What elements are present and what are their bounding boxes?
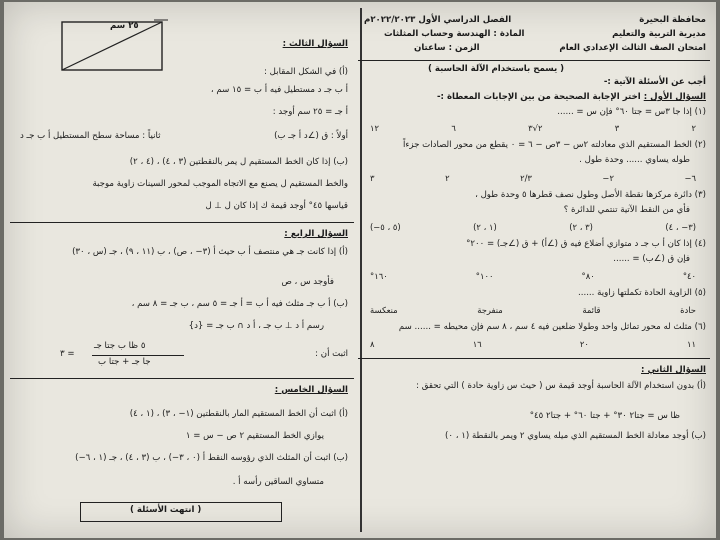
q4-b1: (ب) أ ب جـ مثلث فيه أ ب = أ جـ = ٥ سم ، ب جـ = ٨ سم ، xyxy=(131,299,348,309)
q2-a-equation: ظا س = جتا٢ ٣٠° + جتا ٦٠° + جتا٢ ٤٥° xyxy=(529,411,680,421)
option[interactable]: (٣− ، ٤) xyxy=(665,222,696,232)
q1-item-2: (٢) الخط المستقيم الذي معادلته ٢س − ٣ص − ٦ = ٠ يقطع من محور الصادات جزءاً xyxy=(402,140,706,150)
q4-b5: جا جـ + جتا ب xyxy=(98,357,151,367)
q3-b3: قياسها ٤٥° أوجد قيمة ك إذا كان ل ⊥ ل xyxy=(205,201,348,211)
option[interactable]: ١٢ xyxy=(370,123,380,133)
end-note: ( انتهت الأسئلة ) xyxy=(130,505,202,515)
option[interactable]: ٦ xyxy=(451,123,456,133)
option[interactable]: ٢ xyxy=(445,173,450,183)
q1-item-3-options xyxy=(370,222,696,232)
q4-title: السؤال الرابع : xyxy=(284,229,348,239)
q1-item-5: (٥) الزاوية الحادة تكملتها زاوية ...... xyxy=(578,288,706,298)
exam-paper xyxy=(4,2,716,538)
q1-item-4-options xyxy=(370,271,696,281)
option[interactable]: ٨٠° xyxy=(581,271,595,281)
option[interactable]: ٨ xyxy=(370,339,375,349)
q5-title: السؤال الخامس : xyxy=(274,385,348,395)
option[interactable]: ١٠٠° xyxy=(475,271,494,281)
option[interactable]: (٥ ، ٥−) xyxy=(370,222,401,232)
section-rule xyxy=(358,358,710,359)
q5-b1: (ب) اثبت أن المثلث الذي رؤوسه النقط أ (٠ ، ٣−) ، ب (٣ ، ٤) ، جـ (١ ، ٦−) xyxy=(75,453,348,463)
option[interactable]: ٢ xyxy=(691,123,696,133)
option[interactable]: ٢٠ xyxy=(579,339,589,349)
q3-a3: أولاً : ق (∠د أ جـ ب) xyxy=(274,131,348,141)
q1-item-1: (١) إذا جا ٣س = جتا ٦٠° فإن س = ...... xyxy=(557,107,706,117)
option[interactable]: (١ ، ٢) xyxy=(473,222,497,232)
section-rule xyxy=(10,222,354,223)
section-rule xyxy=(10,378,354,379)
q1-item-4: (٤) إذا كان أ ب جـ د متوازي أضلاع فيه ق (∠أ) + ق (∠جـ) = ٢٠٠° xyxy=(466,239,706,249)
time: الزمن : ساعتان xyxy=(414,43,480,53)
option[interactable]: ٤٠° xyxy=(682,271,696,281)
governorate: محافظة البحيرة xyxy=(639,15,706,25)
q1-item-6-options xyxy=(370,339,696,349)
q3-a1: أ ب جـ د مستطيل فيه أ ب = ١٥ سم ، xyxy=(210,85,348,95)
q4-b3: اثبت أن : xyxy=(315,349,348,359)
q2-title: السؤال الثاني : xyxy=(641,365,706,375)
option[interactable]: ٢/٣ xyxy=(520,173,532,183)
answer-note: أجب عن الأسئلة الآتية :- xyxy=(603,77,706,87)
option[interactable]: ٢√٣ xyxy=(528,123,543,133)
option[interactable]: حادة xyxy=(680,305,696,315)
option[interactable]: ١٦٠° xyxy=(370,271,388,281)
q1-item-3-line2: فأي من النقط الآتية تنتمي للدائرة ؟ xyxy=(563,205,690,215)
q1-item-6: (٦) مثلث له محور تماثل واحد وطولا ضلعين فيه ٤ سم ، ٨ سم فإن محيطه = ...... سم xyxy=(398,322,706,332)
right-column xyxy=(358,8,710,532)
option[interactable]: ١١ xyxy=(687,339,696,349)
q2-b: (ب) أوجد معادلة الخط المستقيم الذي ميله يساوي ٢ ويمر بالنقطة (١ ، ٠) xyxy=(445,431,706,441)
option[interactable]: ٢− xyxy=(602,173,614,183)
q1-item-5-options xyxy=(370,305,696,315)
q1-item-4-line2: فإن ق (∠ب) = ...... xyxy=(613,254,690,264)
q3-b2: والخط المستقيم ل يصنع مع الاتجاه الموجب لمحور السينات زاوية موجبة xyxy=(92,179,348,189)
q1-item-2-options xyxy=(370,173,696,183)
q2-a: (أ) بدون استخدام الآلة الحاسبة أوجد قيمة س ( حيث س زاوية حادة ) التي تحقق : xyxy=(416,381,706,391)
q3-a2: أ جـ = ٢٥ سم أوجد : xyxy=(272,107,348,117)
option[interactable]: منعكسة xyxy=(370,305,398,315)
q4-b2: رسم أ د ⊥ ب جـ ، أ د ∩ ب جـ = {د} xyxy=(188,321,324,331)
header-rule xyxy=(358,60,710,61)
option[interactable]: منفرجة xyxy=(477,305,503,315)
calc-note: ( يسمح باستخدام الآلة الحاسبة ) xyxy=(428,64,565,74)
q4-a1: (أ) إذا كانت جـ هي منتصف أ ب حيث أ (٣− ، ص) ، ب (١١ ، ٩) ، جـ (س ، ٣٠) xyxy=(72,247,348,257)
option[interactable]: ٣ xyxy=(614,123,620,133)
q4-a2: فأوجد س ، ص xyxy=(281,277,334,287)
subject: المادة : الهندسة وحساب المثلثات xyxy=(384,29,525,39)
q3-b1: (ب) إذا كان الخط المستقيم ل يمر بالنقطتين (٣ ، ٤) ، (٤ ، ٢) xyxy=(129,157,348,167)
option[interactable]: قائمة xyxy=(582,305,601,315)
q5-a1: (أ) اثبت أن الخط المستقيم المار بالنقطتين (١− ، ٣) ، (١ ، ٤) xyxy=(129,409,348,419)
directorate: مديرية التربية والتعليم xyxy=(612,29,706,39)
option[interactable]: ٦− xyxy=(684,173,696,183)
left-column xyxy=(10,8,354,532)
q4-b6: = ٣ xyxy=(60,349,75,359)
q3-title: السؤال الثالث : xyxy=(282,39,348,49)
q4-b4: ٥ ظا ب جتا جـ xyxy=(94,341,146,351)
q1-title: السؤال الأول : اختر الإجابة الصحيحة من بين الإجابات المعطاة :- xyxy=(436,92,706,102)
q1-item-1-options xyxy=(370,123,696,133)
option[interactable]: ٣ xyxy=(370,173,375,183)
q3-a4: ثانياً : مساحة سطح المستطيل أ ب جـ د xyxy=(20,131,161,141)
term: الفصل الدراسي الأول ٢٠٢٢/٢٠٢٣م xyxy=(364,15,512,25)
q5-a2: يوازي الخط المستقيم ٢ ص − س = ١ xyxy=(185,431,324,441)
q3-a: (أ) في الشكل المقابل : xyxy=(264,67,348,77)
q5-b2: متساوي الساقين رأسه أ . xyxy=(232,477,324,487)
option[interactable]: (٣ ، ٢) xyxy=(569,222,593,232)
exam-title: امتحان الصف الثالث الإعدادي العام xyxy=(559,43,706,53)
q1-item-3: (٣) دائرة مركزها نقطة الأصل وطول نصف قطرها ٥ وحدة طول ، xyxy=(475,190,706,200)
q1-item-2-line2: طوله يساوي ...... وحدة طول . xyxy=(579,155,690,165)
option[interactable]: ١٦ xyxy=(472,339,482,349)
figure-label: ٢٥ سم xyxy=(110,21,139,31)
